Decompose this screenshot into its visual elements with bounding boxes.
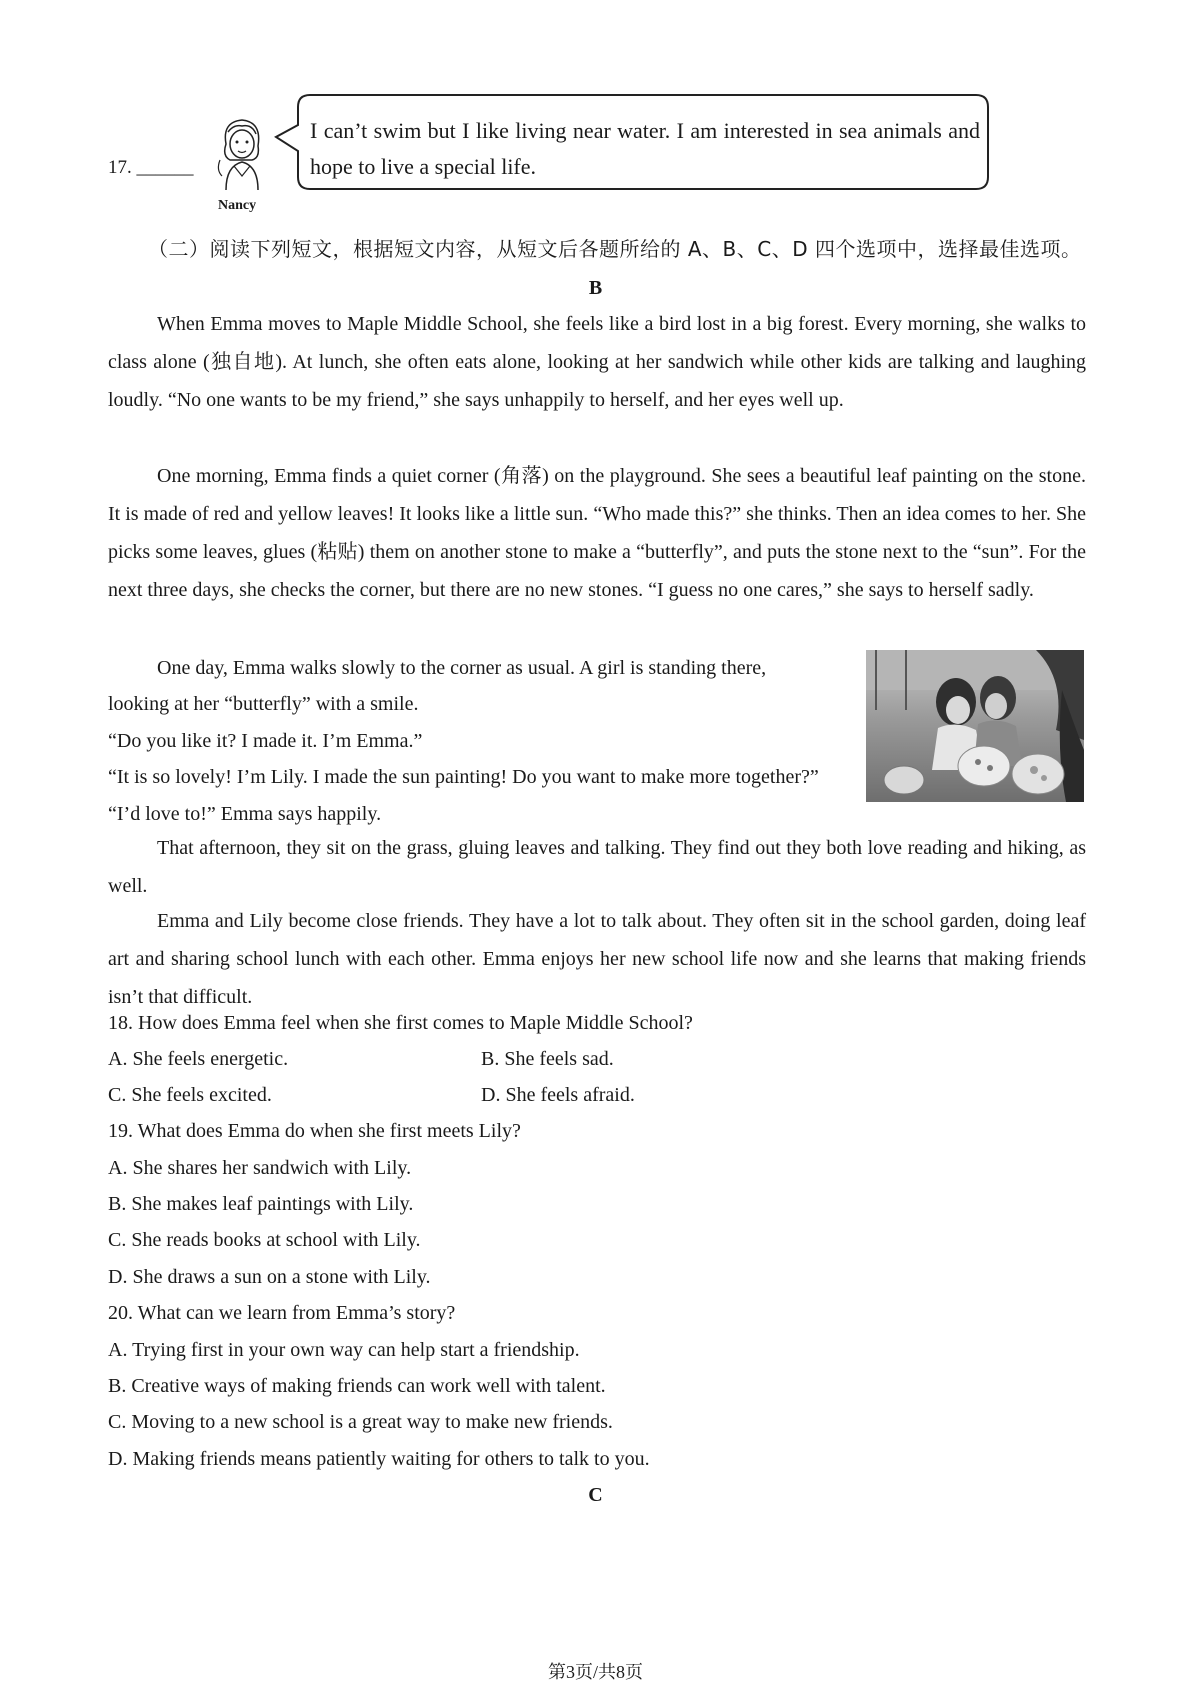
question-20-option-a: A. Trying first in your own way can help start a friendship. xyxy=(108,1339,580,1361)
passage-paragraph-4: That afternoon, they sit on the grass, gluing leaves and talking. They find out they both love reading and hiking, as well. xyxy=(108,837,1086,897)
passage-paragraph-1: When Emma moves to Maple Middle School, she feels like a bird lost in a big forest. Every morning, she walks to class alone (独自地). At lunch, she often eats alone, looking at her sandwich while other kids are talking and laughing loudly. “No one wants to be my friend,” she says unhappily to herself, and her eyes well up. xyxy=(108,313,1086,411)
dialogue-line-3: “I’d love to!” Emma says happily. xyxy=(108,803,382,825)
section-instruction: （二）阅读下列短文，根据短文内容，从短文后各题所给的 A、B、C、D 四个选项中，选择最佳选项。 xyxy=(148,237,1082,261)
question-20-stem: 20. What can we learn from Emma’s story? xyxy=(108,1302,456,1324)
section-c-heading: C xyxy=(588,1484,603,1506)
question-18-option-c: C. She feels excited. xyxy=(108,1084,272,1106)
question-20-option-c: C. Moving to a new school is a great way to make new friends. xyxy=(108,1411,613,1433)
question-18-option-b: B. She feels sad. xyxy=(481,1048,614,1070)
question-18-option-a: A. She feels energetic. xyxy=(108,1048,289,1070)
question-18-stem: 18. How does Emma feel when she first comes to Maple Middle School? xyxy=(108,1012,693,1034)
page-number-footer: 第3页/共8页 xyxy=(547,1662,643,1682)
nancy-illustration xyxy=(212,114,270,190)
question-19-option-a: A. She shares her sandwich with Lily. xyxy=(108,1157,412,1179)
dialogue-line-2: “It is so lovely! I’m Lily. I made the sun painting! Do you want to make more together?” xyxy=(108,766,819,788)
passage-paragraph-5: Emma and Lily become close friends. They have a lot to talk about. They often sit in the school garden, doing leaf art and sharing school lunch with each other. Emma enjoys her new school life now and she learns that making friends isn’t that difficult. xyxy=(108,910,1086,1008)
nancy-name-label: Nancy xyxy=(218,198,257,213)
question-19-option-b: B. She makes leaf paintings with Lily. xyxy=(108,1193,414,1215)
two-girls-leaf-art-photo xyxy=(866,650,1084,802)
question-20-option-d: D. Making friends means patiently waiting for others to talk to you. xyxy=(108,1448,650,1470)
passage-paragraph-2: One morning, Emma finds a quiet corner (角落) on the playground. She sees a beautiful leaf painting on the stone. It is made of red and yellow leaves! It looks like a little sun. “Who made this?” she thinks. Then an idea comes to her. She picks some leaves, glues (粘贴) them on another stone to make a “butterfly”, and puts the stone next to the “sun”. For the next three days, she checks the corner, but there are no new stones. “I guess no one cares,” she says to herself sadly. xyxy=(108,465,1086,601)
passage-paragraph-3-line-2: looking at her “butterfly” with a smile. xyxy=(108,693,419,715)
question-17-number: 17. ______ xyxy=(108,157,194,178)
question-19-option-c: C. She reads books at school with Lily. xyxy=(108,1229,421,1251)
question-19-stem: 19. What does Emma do when she first meets Lily? xyxy=(108,1120,521,1142)
dialogue-line-1: “Do you like it? I made it. I’m Emma.” xyxy=(108,730,423,752)
question-20-option-b: B. Creative ways of making friends can work well with talent. xyxy=(108,1375,606,1397)
question-19-option-d: D. She draws a sun on a stone with Lily. xyxy=(108,1266,431,1288)
section-b-heading: B xyxy=(588,277,603,299)
passage-paragraph-3-line-1: One day, Emma walks slowly to the corner as usual. A girl is standing there, xyxy=(157,657,767,679)
question-18-option-d: D. She feels afraid. xyxy=(481,1084,635,1106)
speech-bubble-text: I can’t swim but I like living near water. I am interested in sea animals and hope to live a special life. xyxy=(310,118,980,179)
